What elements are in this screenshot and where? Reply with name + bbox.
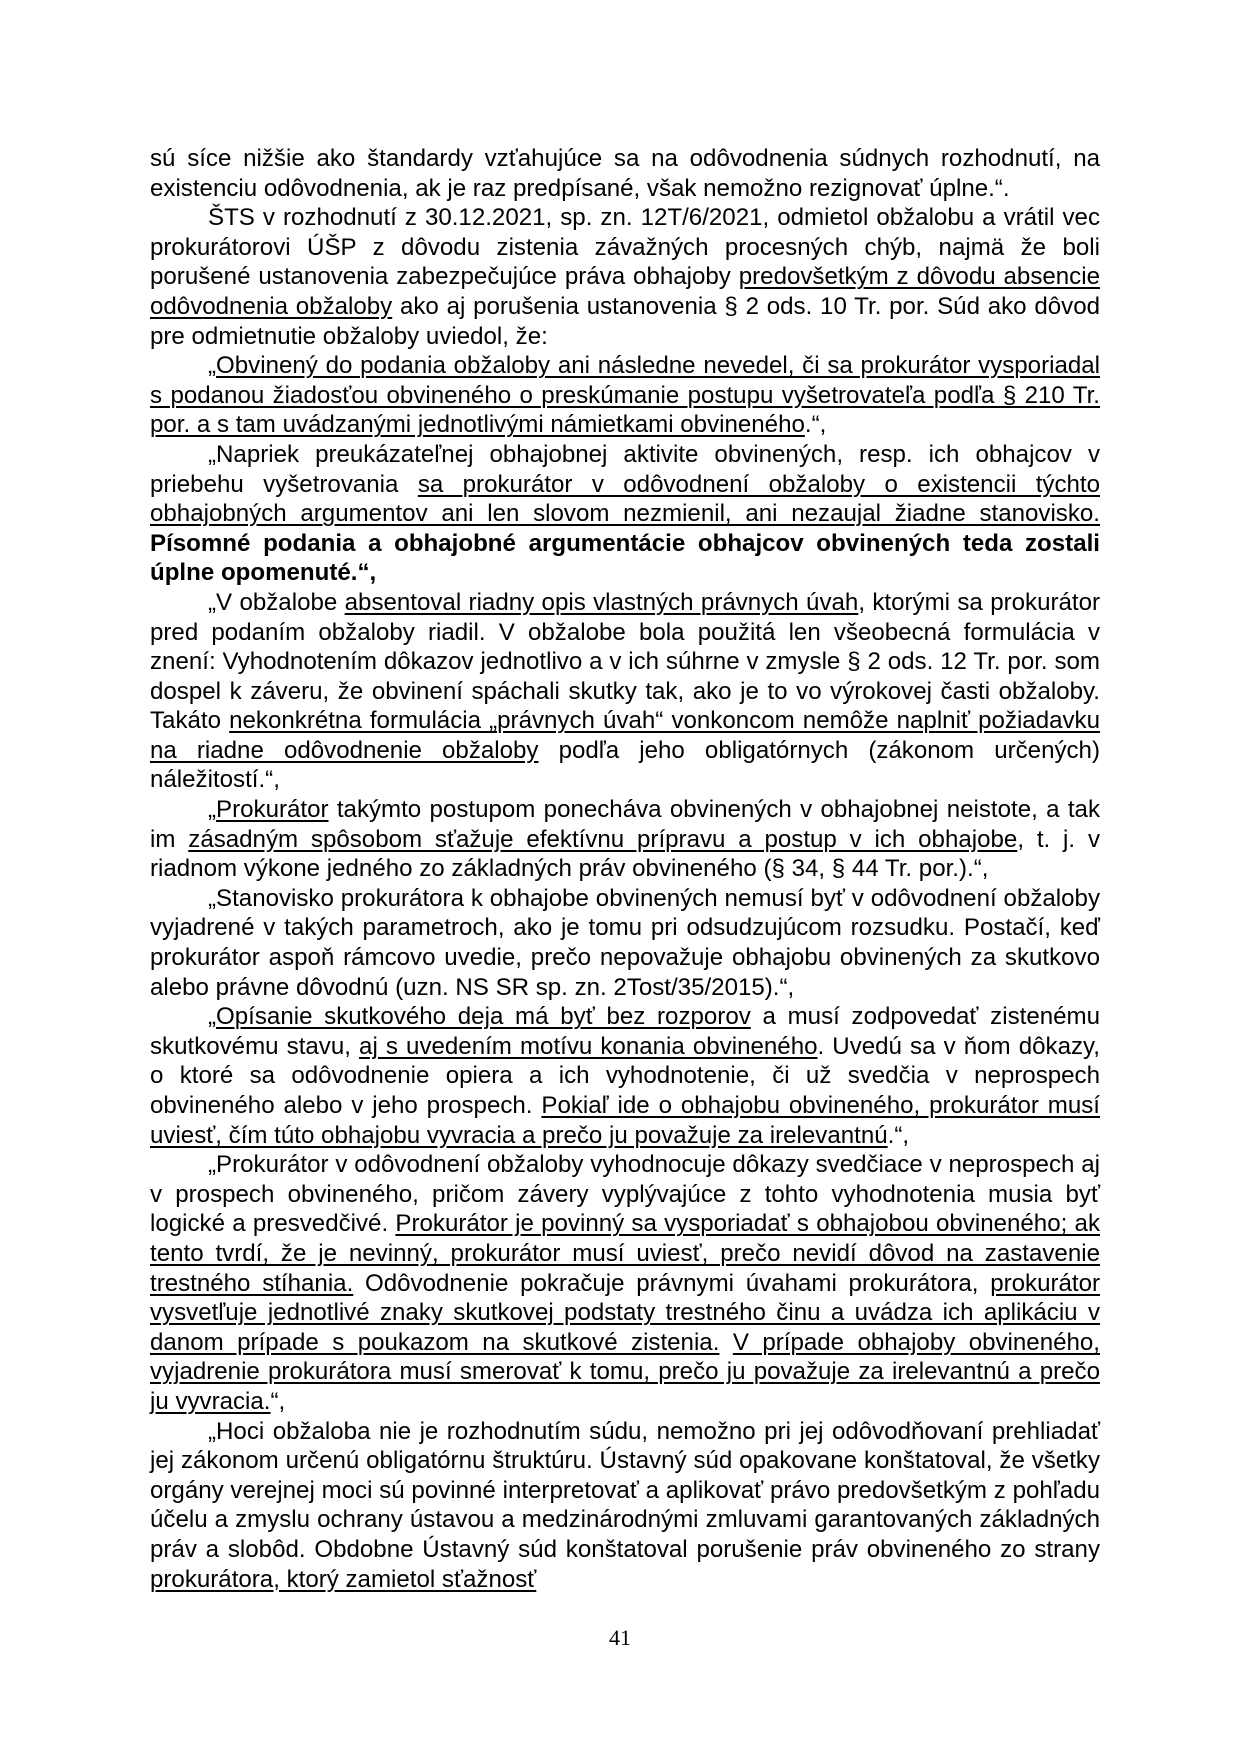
document-body xyxy=(150,144,1100,1594)
paragraph xyxy=(150,351,1100,440)
paragraph xyxy=(150,1417,1100,1595)
text-segment: . Uvedú sa v ňom dôkazy, o ktoré sa odôvodnenie opiera a ich vyhodnotenie, či už svedčia v neprospech obvineného alebo v jeho prospech. xyxy=(150,1032,1100,1119)
underlined-text: Opísanie skutkového deja má byť bez rozporov xyxy=(216,1003,751,1031)
underlined-text: V prípade obhajoby obvineného, vyjadrenie prokurátora musí smerovať k tomu, prečo ju považuje za irelevantnú a prečo ju vyvracia. xyxy=(150,1328,1100,1415)
underlined-text: predovšetkým z dôvodu absencie odôvodnenia obžaloby xyxy=(150,263,1100,320)
paragraph xyxy=(150,588,1100,795)
text-segment: , t. j. v riadnom výkone jedného zo základných práv obvineného (§ 34, § 44 Tr. por.).“, xyxy=(150,825,1100,883)
text-segment: , ktorými sa prokurátor pred podaním obžaloby riadil. V obžalobe bola použitá len všeobecná formulácia v znení: Vyhodnotením dôkazov jednotlivo a v ich súhrne v zmysle § 2 ods. 12 Tr. por. som dospel k záveru, že obvinení spáchali skutky tak, ako je to vo výrokovej časti obžaloby. Takáto xyxy=(150,588,1101,735)
text-segment: .“, xyxy=(804,411,827,439)
underlined-text: sa prokurátor v odôvodnení obžaloby o existencii týchto obhajobných argumentov ani len slovom nezmienil, ani nezaujal žiadne stanovisko. xyxy=(150,470,1100,528)
underlined-text: Prokurátor je povinný sa vysporiadať s obhajobou obvineného; ak tento tvrdí, že je nevinný, prokurátor musí uviesť, prečo nevidí dôvod na zastavenie trestného stíhania. xyxy=(150,1210,1100,1297)
text-segment: „V obžalobe xyxy=(208,588,345,616)
text-segment: sú síce nižšie ako štandardy vzťahujúce sa na odôvodnenia súdnych rozhodnutí, na existenciu odôvodnenia, ak je raz predpísané, však nemožno rezignovať úplne.“. xyxy=(150,145,1100,202)
paragraph xyxy=(150,440,1100,588)
text-segment: „ xyxy=(208,796,217,824)
text-segment: „Napriek preukázateľnej obhajobnej aktivite obvinených, resp. ich obhajcov v priebehu vyšetrovania xyxy=(150,440,1100,498)
text-segment: “, xyxy=(270,1387,286,1415)
paragraph xyxy=(150,1002,1100,1150)
text-segment: „Prokurátor v odôvodnení obžaloby vyhodnocuje dôkazy svedčiace v neprospech aj v prospech obvineného, pričom závery vyplývajúce z tohto vyhodnotenia musia byť logické a presvedčivé. xyxy=(150,1151,1100,1238)
text-segment: takýmto postupom ponecháva obvinených v obhajobnej neistote, a tak im xyxy=(150,796,1100,853)
underlined-text: nekonkrétna formulácia „právnych úvah“ vonkoncom nemôže naplniť požiadavku na riadne odôvodnenie obžaloby xyxy=(150,707,1100,764)
underlined-text: absentoval riadny opis vlastných právnych úvah xyxy=(344,588,859,616)
text-segment: „ xyxy=(208,352,217,380)
paragraph xyxy=(150,884,1100,1002)
paragraph xyxy=(150,203,1100,351)
underlined-text: Pokiaľ ide o obhajobu obvineného, prokurátor musí uviesť, čím túto obhajobu vyvracia a prečo ju považuje za irelevantnú xyxy=(150,1092,1100,1149)
text-segment: a musí zodpovedať zistenému skutkovému stavu, xyxy=(150,1003,1100,1060)
text-segment: „Hoci obžaloba nie je rozhodnutím súdu, nemožno pri jej odôvodňovaní prehliadať jej zákonom určenú obligatórnu štruktúru. Ústavný súd opakovane konštatoval, že všetky orgány verejnej moci sú povinné interpretovať a aplikovať právo predovšetkým z pohľadu účelu a zmyslu ochrany ústavou a medzinárodnými zmluvami garantovaných základných práv a slobôd. Obdobne Ústavný súd konštatoval porušenie práv obvineného zo strany xyxy=(150,1417,1100,1563)
text-segment: podľa jeho obligatórnych (zákonom určených) náležitostí.“, xyxy=(150,736,1100,794)
text-segment xyxy=(719,1329,732,1356)
underlined-text: aj s uvedením motívu konania obvineného xyxy=(359,1032,818,1060)
underlined-text: prokurátor vysvetľuje jednotlivé znaky skutkovej podstaty trestného činu a uvádza ich aplikáciu v danom prípade s poukazom na skutkové zistenia. xyxy=(150,1269,1101,1356)
underlined-text: prokurátora, ktorý zamietol sťažnosť xyxy=(150,1565,537,1593)
underlined-text: Prokurátor xyxy=(216,796,329,824)
underlined-text: Obvinený do podania obžaloby ani následne nevedel, či sa prokurátor vysporiadal s podanou žiadosťou obvineného o preskúmanie postupu vyšetrovateľa podľa § 210 Tr. por. a s tam uvádzanými jednotlivými námietkami obvineného xyxy=(150,352,1100,439)
text-segment: „Stanovisko prokurátora k obhajobe obvinených nemusí byť v odôvodnení obžaloby vyjadrené v takých parametroch, ako je tomu pri odsudzujúcom rozsudku. Postačí, keď prokurátor aspoň rámcovo uvedie, prečo nepovažuje obhajobu obvinených za skutkovo alebo právne dôvodnú (uzn. NS SR sp. zn. 2Tost/35/2015).“, xyxy=(150,884,1100,1001)
paragraph xyxy=(150,1150,1100,1416)
text-segment: ŠTS v rozhodnutí z 30.12.2021, sp. zn. 12T/6/2021, odmietol obžalobu a vrátil vec prokurátorovi ÚŠP z dôvodu zistenia závažných procesných chýb, najmä že boli porušené ustanovenia zabezpečujúce práva obhajoby xyxy=(150,204,1100,291)
text-segment: .“, xyxy=(887,1121,910,1149)
paragraph xyxy=(150,795,1100,884)
paragraph xyxy=(150,144,1100,203)
bold-text: Písomné podania a obhajobné argumentácie obhajcov obvinených teda zostali úplne opomenuté.“, xyxy=(150,529,1100,587)
page-number: 41 xyxy=(609,1625,631,1650)
text-segment: Odôvodnenie pokračuje právnymi úvahami prokurátora, xyxy=(353,1269,991,1297)
text-segment: „ xyxy=(208,1003,217,1031)
text-segment: ako aj porušenia ustanovenia § 2 ods. 10 Tr. por. Súd ako dôvod pre odmietnutie obžaloby uviedol, že: xyxy=(150,292,1100,350)
underlined-text: zásadným spôsobom sťažuje efektívnu prípravu a postup v ich obhajobe xyxy=(188,825,1018,853)
